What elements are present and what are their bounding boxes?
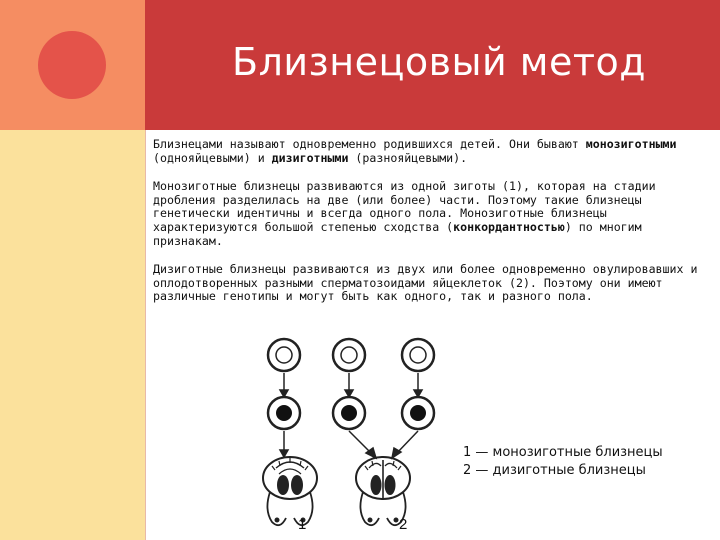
egg-cell-1 xyxy=(268,339,300,371)
text-segment: Близнецами называют одновременно родившихся детей. Они бывают xyxy=(153,137,586,151)
legend-dizygotic: 2 — дизиготные близнецы xyxy=(463,463,646,478)
embryo-monozygotic xyxy=(263,457,317,525)
zygote-1 xyxy=(268,397,300,429)
zygote-3 xyxy=(402,397,434,429)
diagram-label-2: 2 xyxy=(399,516,408,533)
paragraph-dizygotic: Дизиготные близнецы развиваются из двух или более одновременно овулировавших и оплодотворенных разными сперматозоидами яйцеклеток (2). Поэтому они имеют различные генотипы и могут быть как одного, так и разного пола. xyxy=(153,262,698,304)
term-dizygotic: дизиготными xyxy=(271,150,349,165)
text-segment: (разнояйцевыми). xyxy=(348,150,468,165)
page-title: Близнецовый метод xyxy=(232,40,646,84)
embryo-dizygotic xyxy=(356,457,410,525)
legend-monozygotic: 1 — монозиготные близнецы xyxy=(463,445,663,460)
egg-cell-3 xyxy=(402,339,434,371)
egg-cell-2 xyxy=(333,339,365,371)
text-segment: Монозиготные близнецы развиваются из одной зиготы (1), которая на стадии дробления разделилась на две (или более) части. Поэтому такие близнецы генетически идентичны и всегда одного пола. Монозиготные близнецы характеризуются большой степенью сходства ( xyxy=(153,179,656,234)
term-concordance: конкордантностью xyxy=(453,219,565,234)
term-monozygotic: монозиготными xyxy=(585,137,677,151)
text-segment: ) по многим признакам. xyxy=(153,219,642,248)
zygote-2 xyxy=(333,397,365,429)
text-segment: (однояйцевыми) и xyxy=(153,150,272,165)
diagram-legend xyxy=(463,444,663,480)
diagram-label-1: 1 xyxy=(298,516,307,533)
arrows-fertilization xyxy=(280,373,422,397)
arrows-development xyxy=(280,431,418,458)
